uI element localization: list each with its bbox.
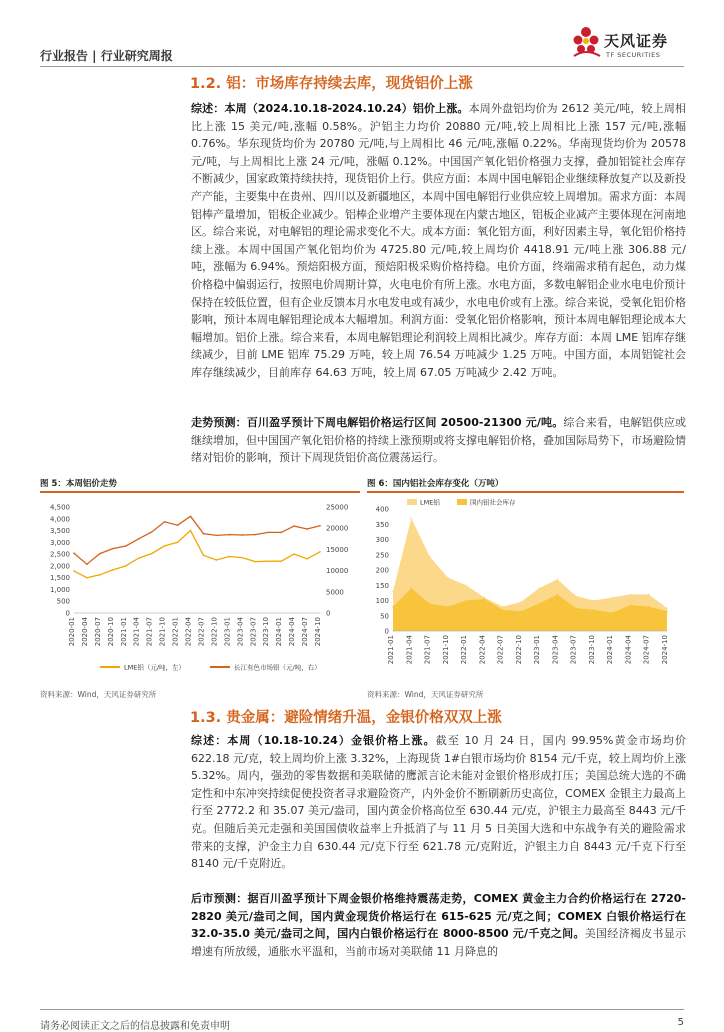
data-point	[190, 530, 192, 532]
data-point	[319, 551, 321, 553]
data-point	[392, 591, 394, 593]
data-point	[575, 595, 577, 597]
y-right-tick-label: 5000	[326, 588, 344, 597]
data-point	[465, 600, 467, 602]
precious-summary-body: 截至 10 月 24 日，国内 99.95%黄金市场均价 622.18 元/克，较上周均价上涨 3.32%，上海现货 1#白银市场均价 8154 元/千克，较上周均价上涨 5.32%。周内，强劲的零售数据和美联储的鹰派言论未能对金银价格形成打压；美国总统大选的不确定性和中东冲突持续促使投资者寻求避险资产，内外金价不断刷新历史高位，COMEX 金银主力最高上行至 2772.2 和 35.07 美元/盎司，国内黄金价格高位至 630.44 元/克，沪银主力最高至 8443 元/千克。但随后美元走强和美国国债收益率上升抵消了与 11 月 5 日美国大选和中东战争有关的避险需求带来的支撑，沪金主力自 630.44 元/克下行至 621.78 元/克附近，沪银主力自 8443 元/千克下行至 8140 元/千克附近。	[191, 734, 687, 871]
x-tick-label: 2024-10	[661, 635, 669, 665]
legend-label-lme: LME铝	[420, 498, 440, 507]
data-point	[112, 548, 114, 550]
x-tick-label: 2020-01	[68, 617, 76, 647]
x-tick-label: 2021-01	[119, 617, 128, 647]
y-right-tick-label: 10000	[326, 567, 349, 576]
data-point	[216, 559, 218, 561]
data-point	[229, 534, 231, 536]
data-point	[410, 588, 412, 590]
data-point	[190, 516, 192, 518]
x-tick-label: 2020-07	[93, 617, 102, 647]
data-point	[73, 552, 75, 554]
figure6-rule	[367, 491, 684, 493]
y-tick-label: 350	[375, 520, 389, 529]
data-point	[666, 607, 668, 609]
data-point	[125, 545, 127, 547]
y-tick-label: 400	[375, 505, 389, 514]
figure5-chart	[40, 495, 360, 685]
data-point	[164, 521, 166, 523]
y-right-tick-label: 15000	[326, 545, 349, 554]
precious-summary-lead: 综述：本周（10.18-10.24）金银价格上涨。	[191, 734, 436, 747]
data-point	[151, 553, 153, 555]
aluminum-summary-lead: 综述：本周（2024.10.18-2024.10.24）铝价上涨。	[191, 102, 469, 115]
data-point	[177, 524, 179, 526]
data-point	[611, 612, 613, 614]
y-right-tick-label: 25000	[326, 503, 349, 512]
data-point	[99, 574, 101, 576]
figure5-title: 图 5：本周铝价走势	[40, 479, 117, 489]
x-tick-label: 2022-10	[210, 617, 219, 647]
data-point	[306, 528, 308, 530]
data-point	[86, 577, 88, 579]
x-tick-label: 2022-07	[197, 617, 206, 647]
figure5-source: 资料来源：Wind，天风证券研究所	[40, 690, 157, 699]
data-point	[557, 594, 559, 596]
y-right-tick-label: 20000	[326, 524, 349, 533]
data-point	[112, 569, 114, 571]
y-tick-label: 0	[384, 627, 389, 636]
logo-flower-icon	[574, 27, 601, 56]
section-title-precious: 1.3. 贵金属：避险情绪升温，金银价格双双上涨	[190, 710, 502, 726]
data-point	[630, 594, 632, 596]
x-tick-label: 2023-04	[236, 617, 245, 647]
data-point	[484, 597, 486, 599]
x-tick-label: 2024-04	[624, 635, 633, 665]
data-point	[648, 594, 650, 596]
figure6-chart	[367, 495, 684, 685]
x-tick-label: 2023-10	[587, 635, 596, 665]
x-tick-label: 2021-10	[441, 635, 450, 665]
x-tick-label: 2021-04	[405, 635, 414, 665]
x-tick-label: 2023-07	[249, 617, 258, 647]
series-line-lme-aluminum	[74, 531, 320, 578]
data-point	[593, 609, 595, 611]
y-left-tick-label: 4,000	[49, 515, 70, 524]
figure6-title: 图 6：国内铝社会库存变化（万吨）	[367, 479, 504, 489]
data-point	[630, 604, 632, 606]
data-point	[280, 532, 282, 534]
y-tick-label: 150	[375, 581, 389, 590]
precious-forecast-body: 美国经济褐皮书显示增速有所放缓，通胀水平温和，当前市场对美联储 11 月降息的	[191, 927, 686, 958]
x-tick-label: 2024-10	[314, 617, 322, 647]
data-point	[177, 542, 179, 544]
logo-text-en: TF SECURITIES	[606, 51, 661, 59]
x-tick-label: 2020-04	[80, 617, 89, 647]
data-point	[520, 610, 522, 612]
y-left-tick-label: 3,500	[49, 527, 70, 536]
y-tick-label: 250	[375, 551, 389, 560]
figure6-source: 资料来源：Wind，天风证券研究所	[367, 690, 484, 699]
aluminum-forecast-lead: 走势预测：百川盈孚预计下周电解铝价格运行区间 20500-21300 元/吨。	[191, 416, 564, 429]
data-point	[484, 598, 486, 600]
y-left-tick-label: 0	[65, 609, 70, 618]
legend-label-domestic: 国内铝社会库存	[470, 498, 516, 507]
y-tick-label: 300	[375, 536, 389, 544]
data-point	[293, 553, 295, 555]
data-point	[151, 531, 153, 533]
legend-swatch-lme	[407, 499, 417, 505]
data-point	[138, 557, 140, 559]
y-tick-label: 50	[380, 612, 389, 621]
data-point	[666, 610, 668, 612]
y-right-tick-label: 0	[326, 609, 331, 618]
y-tick-label: 200	[375, 566, 389, 575]
y-left-tick-label: 500	[56, 597, 70, 606]
data-point	[410, 517, 412, 519]
section-title-aluminum: 1.2. 铝：市场库存持续去库，现货铝价上涨	[190, 76, 473, 92]
x-tick-label: 2022-01	[460, 635, 469, 665]
data-point	[293, 525, 295, 527]
x-tick-label: 2021-10	[158, 617, 167, 647]
data-point	[593, 600, 595, 602]
legend-swatch-domestic	[457, 499, 467, 505]
x-tick-label: 2022-04	[184, 617, 193, 647]
data-point	[138, 538, 140, 540]
data-point	[73, 570, 75, 572]
x-tick-label: 2023-04	[551, 635, 560, 665]
x-tick-label: 2024-07	[301, 617, 310, 647]
legend-label-lme: LME铝（元/吨，左）	[124, 663, 186, 672]
aluminum-forecast	[191, 414, 686, 467]
logo-text-cn: 天风证券	[604, 32, 669, 50]
x-tick-label: 2021-07	[423, 635, 432, 665]
x-tick-label: 2022-10	[514, 635, 523, 665]
x-tick-label: 2022-07	[496, 635, 505, 665]
data-point	[538, 603, 540, 605]
page-number: 5	[677, 1017, 684, 1028]
footer-divider	[40, 1009, 684, 1010]
data-point	[611, 597, 613, 599]
report-category: 行业报告 | 行业研究周报	[40, 49, 173, 63]
data-point	[447, 577, 449, 579]
x-tick-label: 2024-07	[642, 635, 651, 665]
x-tick-label: 2021-04	[132, 617, 141, 647]
y-left-tick-label: 4,500	[49, 503, 70, 512]
y-left-tick-label: 3,000	[49, 538, 70, 547]
data-point	[86, 563, 88, 565]
data-point	[267, 560, 269, 562]
data-point	[229, 556, 231, 558]
x-tick-label: 2023-07	[569, 635, 578, 665]
data-point	[575, 607, 577, 609]
x-tick-label: 2023-01	[223, 617, 232, 647]
header-divider	[40, 66, 684, 67]
data-point	[319, 525, 321, 527]
x-tick-label: 2022-04	[478, 635, 487, 665]
data-point	[125, 565, 127, 567]
x-tick-label: 2021-01	[387, 635, 395, 665]
data-point	[306, 558, 308, 560]
figure5-rule	[40, 491, 360, 493]
x-tick-label: 2023-10	[262, 617, 271, 647]
data-point	[242, 534, 244, 536]
y-left-tick-label: 2,000	[49, 562, 70, 571]
data-point	[254, 534, 256, 536]
x-tick-label: 2024-01	[606, 635, 615, 665]
data-point	[203, 533, 205, 535]
data-point	[280, 560, 282, 562]
x-tick-label: 2022-01	[171, 617, 180, 647]
data-point	[557, 578, 559, 580]
data-point	[465, 584, 467, 586]
aluminum-summary-body: 本周外盘铝均价为 2612 美元/吨，较上周相比上涨 15 美元/吨,涨幅 0.58%。沪铝主力均价 20880 元/吨,较上周相比上涨 157 元/吨,涨幅 0.76%。华东现货均价为 20780 元/吨,与上周相比 46 元/吨,涨幅 0.22%。华南现货均价为 20578 元/吨，与上周相比上涨 24 元/吨，涨幅 0.12%。中国国产氧化铝价格强力支撑，叠加铝锭社会库存不断减少，国家政策持续扶持，现货铝价上行。供应方面：本周中国电解铝企业继续释放复产以及新投产产能，主要集中在贵州、四川以及新疆地区，本周中国电解铝行业供应较上周增加。需求方面：本周铝棒产量增加，铝板企业减少。铝棒企业增产主要体现在内蒙古地区，铝板企业减产主要体现在河南地区。综合来说，对电解铝的理论需求变化不大。成本方面：氧化铝方面，利好因素主导，氧化铝价格持续上涨。本周中国国产氧化铝均价为 4725.80 元/吨,较上周均价 4418.91 元/吨上涨 306.88 元/吨，涨幅为 6.94%。预焙阳极方面，预焙阳极采购价格持稳。电价方面，终端需求稍有起色，动力煤价格稳中偏弱运行，按照电价周期计算，火电电价有所上涨。水电方面，多数电解铝企业水电电价预计保持在较低位置，但有企业反馈本月水电发电或有减少，水电电价或有上涨。综合来说，受氧化铝价格影响，预计本周电解铝理论成本大幅增加。利润方面：受氧化铝价格影响，预计本周电解铝理论成本大幅增加。铝价上涨。综合来看，本周电解铝理论利润较上周相比减少。库存方面：本周 LME 铝库存继续减少，目前 LME 铝库 75.29 万吨，较上周 76.54 万吨减少 1.25 万吨。中国方面，本周铝锭社会库存继续减少，目前库存 64.63 万吨，较上周 67.05 万吨减少 2.42 万吨。	[191, 102, 686, 379]
data-point	[447, 606, 449, 608]
data-point	[520, 601, 522, 603]
data-point	[429, 555, 431, 557]
data-point	[648, 606, 650, 608]
aluminum-forecast-body: 综合来看，电解铝供应或继续增加，但中国国产氧化铝价格的持续上涨预期或将支撑电解铝价格，叠加国际局势下，市场避险情绪对铝价的影响，预计下周现货铝价高位震荡运行。	[191, 416, 687, 465]
precious-summary	[191, 732, 686, 873]
x-tick-label: 2024-01	[275, 617, 284, 647]
legend-label-changjiang: 长江有色市场铝（元/吨，右）	[234, 663, 321, 672]
x-tick-label: 2023-01	[533, 635, 542, 665]
data-point	[99, 553, 101, 555]
y-left-tick-label: 1,000	[49, 585, 70, 594]
x-tick-label: 2020-10	[106, 617, 115, 647]
footer-disclaimer: 请务必阅读正文之后的信息披露和免责申明	[40, 1021, 230, 1032]
data-point	[502, 606, 504, 608]
data-point	[164, 545, 166, 547]
data-point	[392, 606, 394, 608]
y-left-tick-label: 2,500	[49, 550, 70, 559]
data-point	[242, 557, 244, 559]
y-left-tick-label: 1,500	[49, 574, 70, 583]
data-point	[429, 603, 431, 605]
data-point	[203, 554, 205, 556]
data-point	[216, 535, 218, 537]
x-tick-label: 2024-04	[288, 617, 297, 647]
data-point	[267, 532, 269, 534]
precious-forecast-lead: 后市预测：据百川盈孚预计下周金银价格维持震荡走势，COMEX 黄金主力合约价格运行在 2720-2820 美元/盎司之间，国内黄金现货价格运行在 615-625 元/克之间；COMEX 白银价格运行在 32.0-35.0 美元/盎司之间，国内白银价格运行在 8000-8500 元/千克之间。	[191, 892, 686, 941]
y-tick-label: 100	[375, 597, 389, 605]
series-line-changjiang-aluminum	[74, 516, 320, 564]
data-point	[254, 561, 256, 563]
data-point	[538, 588, 540, 590]
x-tick-label: 2021-07	[145, 617, 154, 647]
precious-forecast	[191, 890, 686, 960]
aluminum-summary	[191, 100, 686, 382]
data-point	[502, 609, 504, 611]
